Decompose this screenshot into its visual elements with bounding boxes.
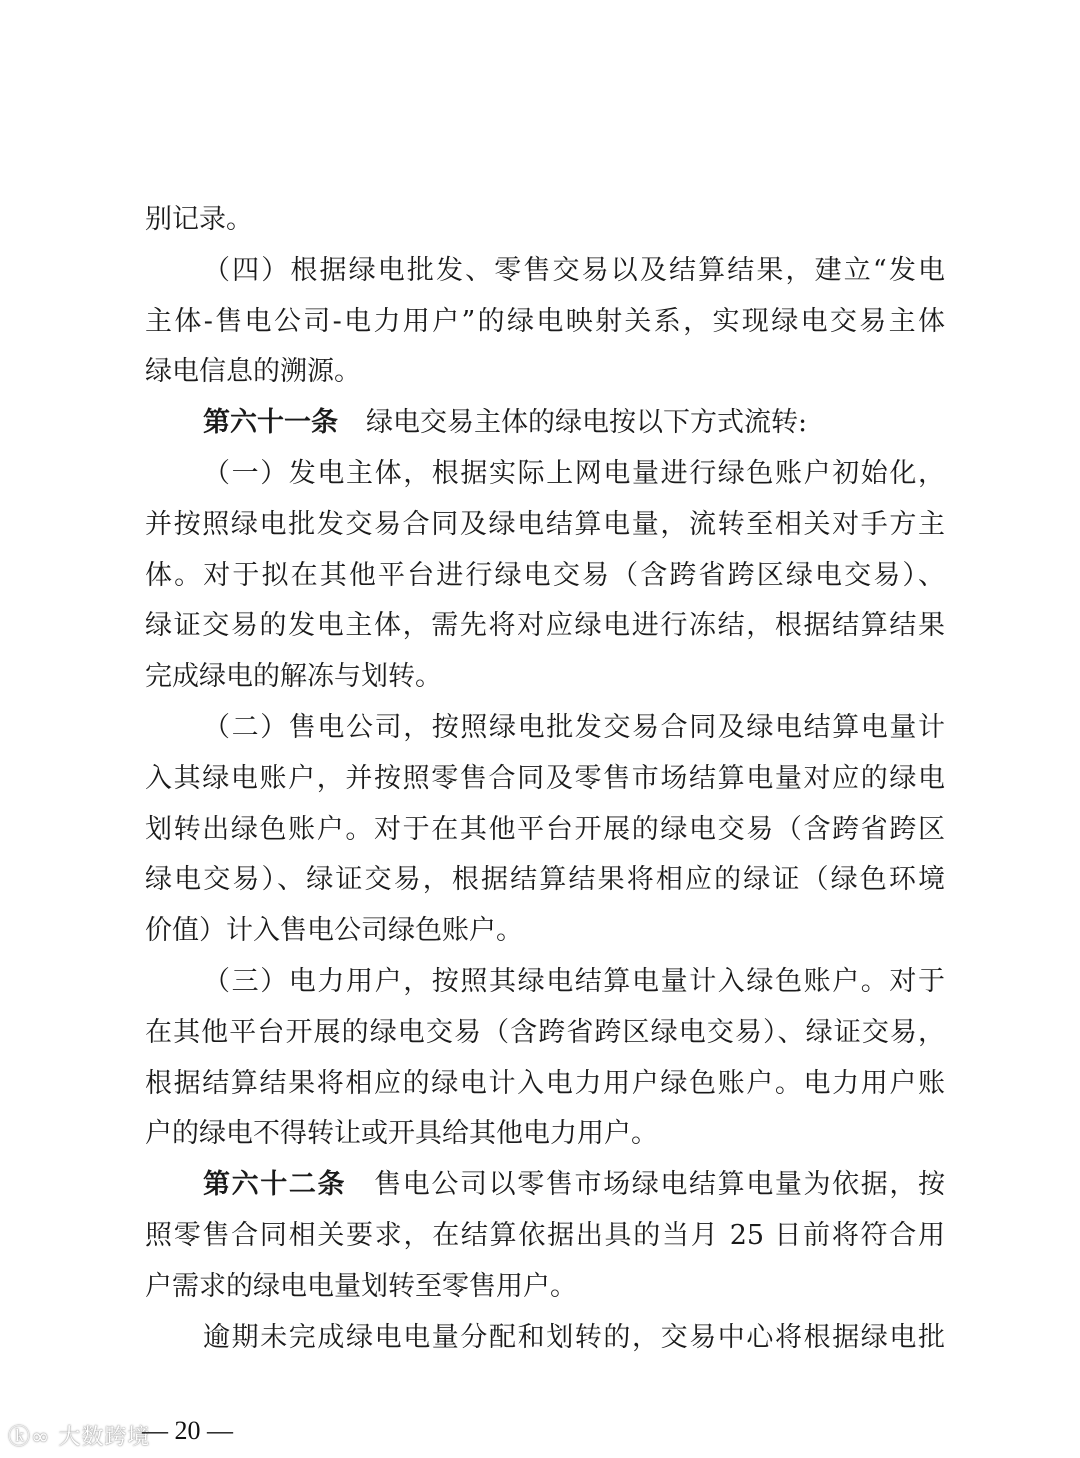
line-text: 划转出绿色账户。对于在其他平台开展的绿电交易（含跨省跨区 (145, 813, 945, 845)
line-text: （三）电力用户，按照其绿电结算电量计入绿色账户。对于 (203, 965, 945, 997)
page-footer (0, 1412, 300, 1456)
watermark-logo: ⓚ∞ 大数跨境 (8, 1425, 151, 1450)
text-line (145, 754, 945, 805)
text-line (145, 652, 945, 703)
line-text: 在其他平台开展的绿电交易（含跨省跨区绿电交易）、绿证交易， (145, 1016, 945, 1048)
watermark-text: 大数跨境 (58, 1425, 151, 1450)
line-text: （一）发电主体，根据实际上网电量进行绿色账户初始化， (203, 457, 945, 489)
article-heading: 第六十二条 (203, 1169, 347, 1201)
text-line (145, 906, 945, 957)
line-text: 绿电信息的溯源。 (145, 356, 361, 388)
line-text: 体。对于拟在其他平台进行绿电交易（含跨省跨区绿电交易）、 (145, 559, 945, 591)
line-text: 绿电交易）、绿证交易，根据结算结果将相应的绿证（绿色环境 (145, 864, 945, 896)
text-line (145, 855, 945, 906)
text-line (145, 805, 945, 856)
text-line (145, 1008, 945, 1059)
line-text: 入其绿电账户，并按照零售合同及零售市场结算电量对应的绿电 (145, 762, 945, 794)
line-text: 绿证交易的发电主体，需先将对应绿电进行冻结，根据结算结果 (145, 610, 945, 642)
text-line (145, 1313, 945, 1364)
line-text: 根据结算结果将相应的绿电计入电力用户绿色账户。电力用户账 (145, 1067, 945, 1099)
line-text: 户的绿电不得转让或开具给其他电力用户。 (145, 1118, 658, 1150)
text-line (145, 1059, 945, 1110)
text-line (145, 601, 945, 652)
text-line (145, 347, 945, 398)
line-text: 逾期未完成绿电电量分配和划转的，交易中心将根据绿电批 (203, 1321, 945, 1353)
text-line (145, 500, 945, 551)
text-line (145, 1211, 945, 1262)
document-body (145, 195, 945, 1363)
text-line (145, 297, 945, 348)
line-text: （二）售电公司，按照绿电批发交易合同及绿电结算电量计 (203, 711, 945, 743)
text-line (145, 195, 945, 246)
text-line (145, 1160, 945, 1211)
line-text: 照零售合同相关要求，在结算依据出具的当月 25 日前将符合用 (145, 1219, 945, 1251)
line-text: 户需求的绿电电量划转至零售用户。 (145, 1270, 577, 1302)
line-text: 价值）计入售电公司绿色账户。 (145, 915, 523, 947)
line-text: 别记录。 (145, 204, 253, 235)
text-line (145, 398, 945, 449)
line-text: 完成绿电的解冻与划转。 (145, 661, 442, 693)
line-text: 并按照绿电批发交易合同及绿电结算电量，流转至相关对手方主 (145, 508, 945, 540)
text-line (145, 449, 945, 500)
line-text: 主体-售电公司-电力用户”的绿电映射关系，实现绿电交易主体 (145, 305, 945, 337)
text-line (145, 1262, 945, 1313)
text-line (145, 703, 945, 754)
text-line (145, 1109, 945, 1160)
article-heading: 第六十一条 (203, 407, 338, 439)
line-text: （四）根据绿电批发、零售交易以及结算结果，建立“发电 (203, 254, 945, 286)
page-number: — 20 — (142, 1416, 233, 1445)
line-text: 绿电交易主体的绿电按以下方式流转: (366, 407, 808, 439)
text-line (145, 957, 945, 1008)
text-line (145, 551, 945, 602)
line-text: 售电公司以零售市场绿电结算电量为依据，按 (374, 1169, 945, 1201)
text-line (145, 246, 945, 297)
